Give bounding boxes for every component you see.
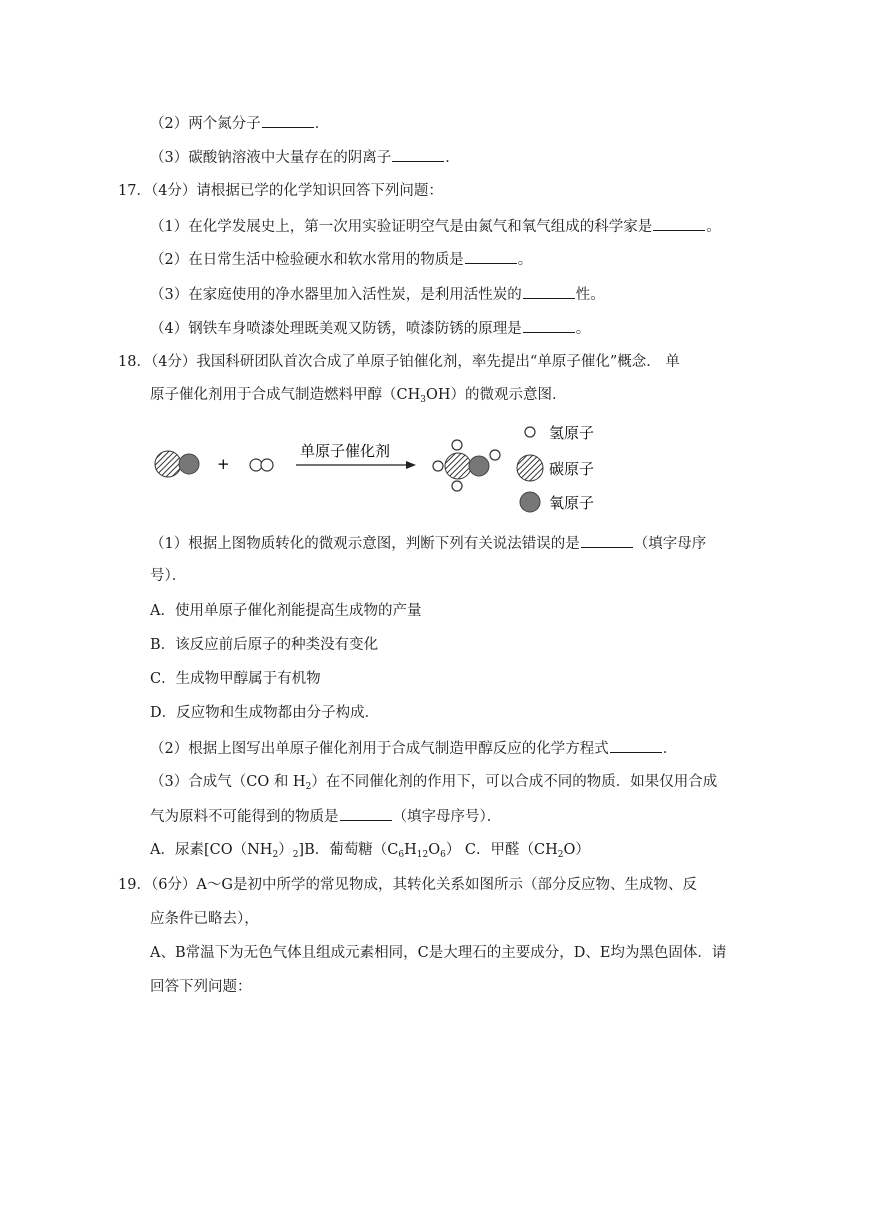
q18-option-a: A．使用单原子催化剂能提高生成物的产量: [150, 603, 422, 619]
q18-option-d: D．反应物和生成物都由分子构成．: [150, 705, 380, 721]
co-molecule: [155, 451, 199, 477]
answer-blank[interactable]: [523, 318, 575, 333]
q17-part3: （3）在家庭使用的净水器里加入活性炭，是利用活性炭的 性。: [150, 284, 605, 305]
answer-blank[interactable]: [465, 249, 517, 264]
legend: [517, 424, 594, 512]
q16-part2: （2）两个氮分子 ．: [150, 113, 329, 134]
q19-heading-line1: 19．（6分）A～G是初中所学的常见物成，其转化关系如图所示（部分反应物、生成物、反: [118, 877, 697, 893]
q17-part2: （2）在日常生活中检验硬水和软水常用的物质是 。: [150, 249, 532, 270]
q18-heading-line2: 原子催化剂用于合成气制造燃料甲醇$(CH_3OH)$的微观示意图．: [150, 387, 567, 405]
reaction-arrow: [296, 461, 416, 469]
q16-part3: （3）碳酸钠溶液中大量存在的阴离子 ．: [150, 147, 460, 168]
q18-part3-options: A．尿素$[CO(NH_2)_2]B$．葡萄糖$(C_6H_{12}O_6)$ C．甲醛$(CH_2O)$: [150, 842, 590, 860]
methanol-molecule: [433, 440, 500, 491]
legend-hydrogen-label: 氢原子: [549, 424, 595, 442]
q18-part1-line2: 号）．: [150, 568, 187, 584]
q18-part2: （2）根据上图写出单原子催化剂用于合成气制造甲醇反应的化学方程式 ．: [150, 738, 677, 759]
q18-part1-line1: （1）根据上图物质转化的微观示意图，判断下列有关说法错误的是 （填字母序: [150, 533, 706, 554]
answer-blank[interactable]: [262, 113, 314, 128]
q19-heading-line2: 应条件已略去），: [150, 911, 259, 927]
legend-oxygen-marker: [520, 492, 540, 512]
q19-body-line1: A、B常温下为无色气体且组成元素相同，C是大理石的主要成分，D、E均为黑色固体．请: [150, 945, 727, 961]
answer-blank[interactable]: [581, 533, 633, 548]
q17-heading: 17．（4分）请根据已学的化学知识回答下列问题：: [118, 183, 443, 199]
q17-part4: （4）钢铁车身喷漆处理既美观又防锈，喷漆防锈的原理是 。: [150, 318, 590, 339]
legend-hydrogen-marker: [525, 427, 535, 437]
legend-carbon-marker: [517, 455, 543, 481]
h2-molecule: [250, 459, 273, 471]
plus-sign: +: [217, 455, 230, 473]
q18-option-b: B．该反应前后原子的种类没有变化: [150, 637, 379, 653]
q19-body-line2: 回答下列问题：: [150, 979, 252, 995]
answer-blank[interactable]: [653, 216, 705, 231]
answer-blank[interactable]: [523, 284, 575, 299]
q18-heading-line1: 18．（4分）我国科研团队首次合成了单原子铂催化剂，率先提出“单原子催化”概念． 单: [118, 354, 680, 370]
answer-blank[interactable]: [392, 147, 444, 162]
legend-oxygen-label: 氧原子: [549, 494, 595, 512]
q18-part3-line2: 气为原料不可能得到的物质是 （填字母序号）．: [150, 806, 501, 827]
q17-part1: （1）在化学发展史上，第一次用实验证明空气是由氮气和氧气组成的科学家是 。: [150, 216, 721, 237]
q18-option-c: C．生成物甲醇属于有机物: [150, 671, 321, 687]
legend-carbon-label: 碳原子: [549, 460, 595, 478]
arrow-label: 单原子催化剂: [300, 442, 391, 460]
reaction-diagram: [145, 418, 615, 516]
answer-blank[interactable]: [610, 738, 662, 753]
q18-part3-line1: （3）合成气（CO 和 $H_2$）在不同催化剂的作用下，可以合成不同的物质．如果仅用合成: [150, 774, 718, 792]
answer-blank[interactable]: [340, 806, 392, 821]
